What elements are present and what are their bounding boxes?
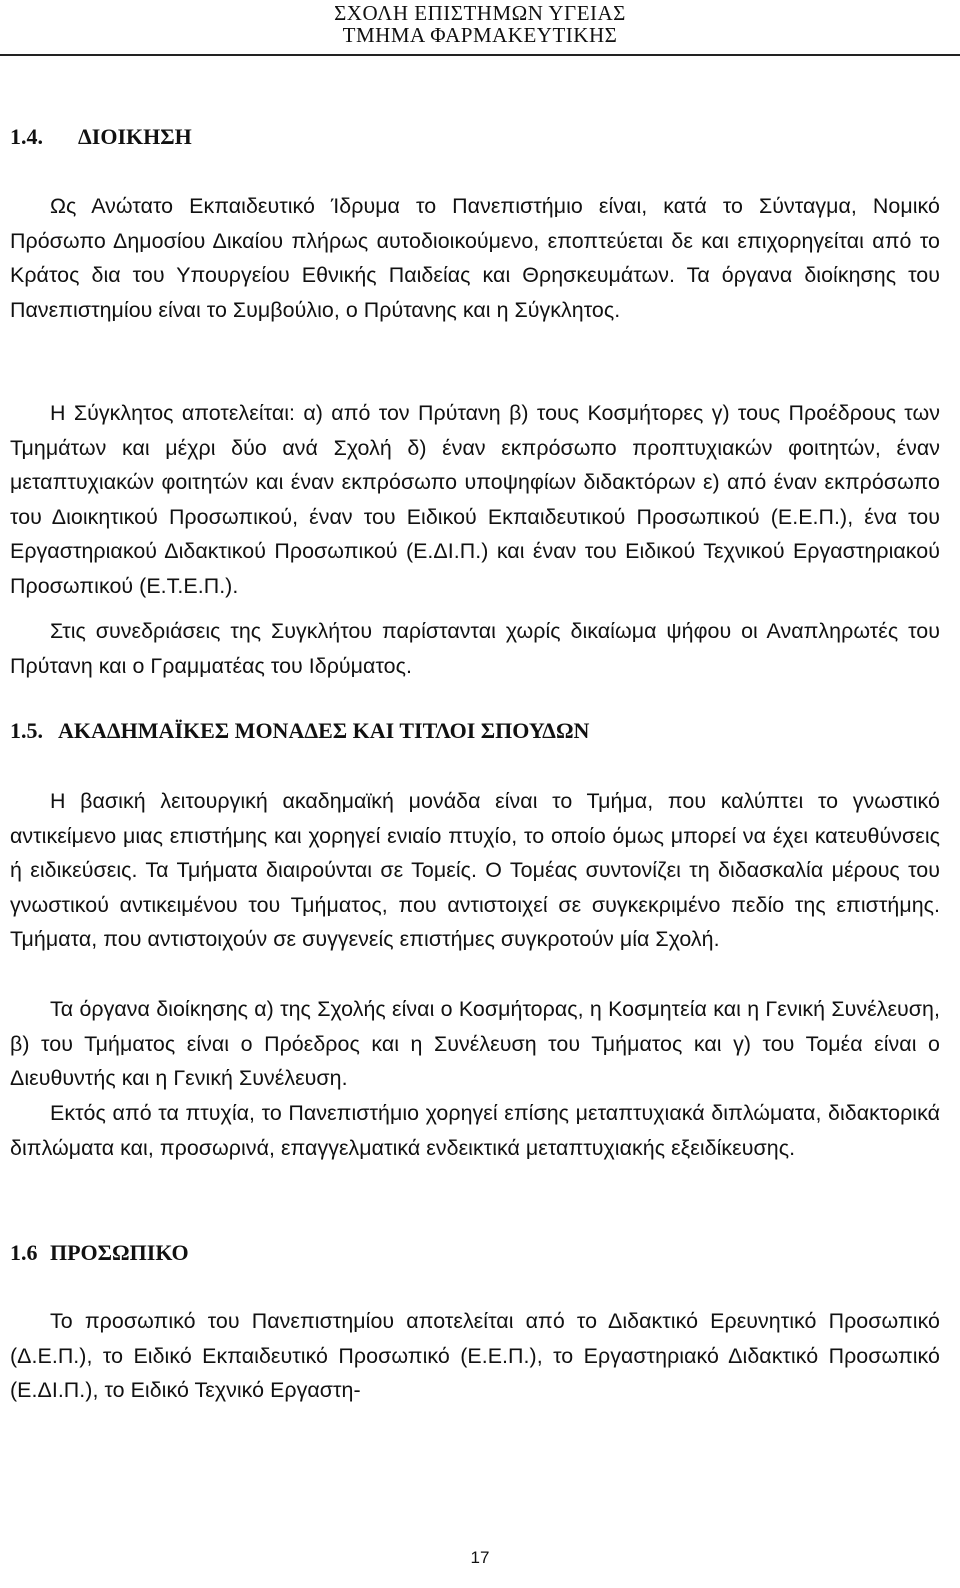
paragraph: [10, 1096, 940, 1165]
section-heading-1-4: [10, 124, 192, 150]
paragraph-text: Το προσωπικό του Πανεπιστημίου αποτελείται από το Διδακτικό Ερευνητικό Προσωπικό (Δ.Ε.Π.), το Ειδικό Εκπαιδευτικό Προσωπικό (Ε.Ε.Π.), το Εργαστηριακό Διδακτικό Προσωπικό (Ε.ΔΙ.Π.), το Ειδικό Τεχνικό Εργαστη-: [10, 1309, 940, 1402]
paragraph-text: Η Σύγκλητος αποτελείται: α) από τον Πρύτανη β) τους Κοσμήτορες γ) τους Προέδρους των Τμημάτων και μέχρι δύο ανά Σχολή δ) έναν εκπρόσωπο προπτυχιακών φοιτητών, έναν μεταπτυχιακών φοιτητών και έναν εκπρόσωπο υποψηφίων διδακτόρων ε) από έναν εκπρόσωπο του Διοικητικού Προσωπικού, έναν του Ειδικού Εκπαιδευτικού Προσωπικού (Ε.Ε.Π.), ένα του Εργαστηριακού Διδακτικού Προσωπικού (Ε.ΔΙ.Π.) και έναν του Ειδικού Τεχνικού Εργαστηριακού Προσωπικού (Ε.Τ.Ε.Π.).: [10, 401, 940, 598]
header-school: ΣΧΟΛΗ ΕΠΙΣΤΗΜΩΝ ΥΓΕΙΑΣ: [334, 1, 626, 25]
paragraph: [10, 1304, 940, 1408]
paragraph: [10, 992, 940, 1096]
section-number: 1.6: [10, 1240, 38, 1265]
paragraph-text: Στις συνεδριάσεις της Συγκλήτου παρίστανται χωρίς δικαίωμα ψήφου οι Αναπληρωτές του Πρύτανη και ο Γραμματέας του Ιδρύματος.: [10, 619, 940, 678]
page-number: 17: [470, 1548, 490, 1567]
section-heading-1-5: [10, 718, 589, 744]
paragraph-text: Τα όργανα διοίκησης α) της Σχολής είναι ο Κοσμήτορας, η Κοσμητεία και η Γενική Συνέλευση, β) του Τμήματος είναι ο Πρόεδρος και η Συνέλευση του Τμήματος και γ) του Τομέα είναι ο Διευθυντής και η Γενική Συνέλευση.: [10, 997, 940, 1090]
header-rule: [0, 54, 960, 56]
section-number: 1.4.: [10, 124, 43, 149]
paragraph: [10, 784, 940, 957]
section-title: ΑΚΑΔΗΜΑΪΚΕΣ ΜΟΝΑΔΕΣ ΚΑΙ ΤΙΤΛΟΙ ΣΠΟΥΔΩΝ: [58, 718, 590, 743]
paragraph-text: Εκτός από τα πτυχία, το Πανεπιστήμιο χορηγεί επίσης μεταπτυχιακά διπλώματα, διδακτορικά διπλώματα και, προσωρινά, επαγγελματικά ενδεικτικά μεταπτυχιακής εξειδίκευσης.: [10, 1101, 940, 1160]
paragraph: [10, 189, 940, 327]
section-heading-1-6: [10, 1240, 189, 1266]
paragraph: [10, 396, 940, 603]
paragraph: [10, 614, 940, 683]
header-department: ΤΜΗΜΑ ΦΑΡΜΑΚΕΥΤΙΚΗΣ: [342, 23, 618, 47]
paragraph-text: Ως Ανώτατο Εκπαιδευτικό Ίδρυμα το Πανεπιστήμιο είναι, κατά το Σύνταγμα, Νομικό Πρόσωπο Δημοσίου Δικαίου πλήρως αυτοδιοικούμενο, εποπτεύεται δε και επιχορηγείται από το Κράτος δια του Υπουργείου Εθνικής Παιδείας και Θρησκευμάτων. Τα όργανα διοίκησης του Πανεπιστημίου είναι το Συμβούλιο, ο Πρύτανης και η Σύγκλητος.: [10, 194, 940, 322]
section-number: 1.5.: [10, 718, 43, 743]
section-title: ΠΡΟΣΩΠΙΚΟ: [50, 1240, 189, 1265]
section-title: ΔΙΟΙΚΗΣΗ: [78, 124, 192, 149]
paragraph-text: Η βασική λειτουργική ακαδημαϊκή μονάδα είναι το Τμήμα, που καλύπτει το γνωστικό αντικείμενο μιας επιστήμης και χορηγεί ενιαίο πτυχίο, το οποίο όμως μπορεί να έχει κατευθύνσεις ή ειδικεύσεις. Τα Τμήματα διαιρούνται σε Τομείς. Ο Τομέας συντονίζει τη διδασκαλία μέρους του γνωστικού αντικειμένου του Τμήματος, που αντιστοιχεί σε συγκεκριμένο πεδίο της επιστήμης. Τμήματα, που αντιστοιχούν σε συγγενείς επιστήμες συγκροτούν μία Σχολή.: [10, 789, 940, 951]
